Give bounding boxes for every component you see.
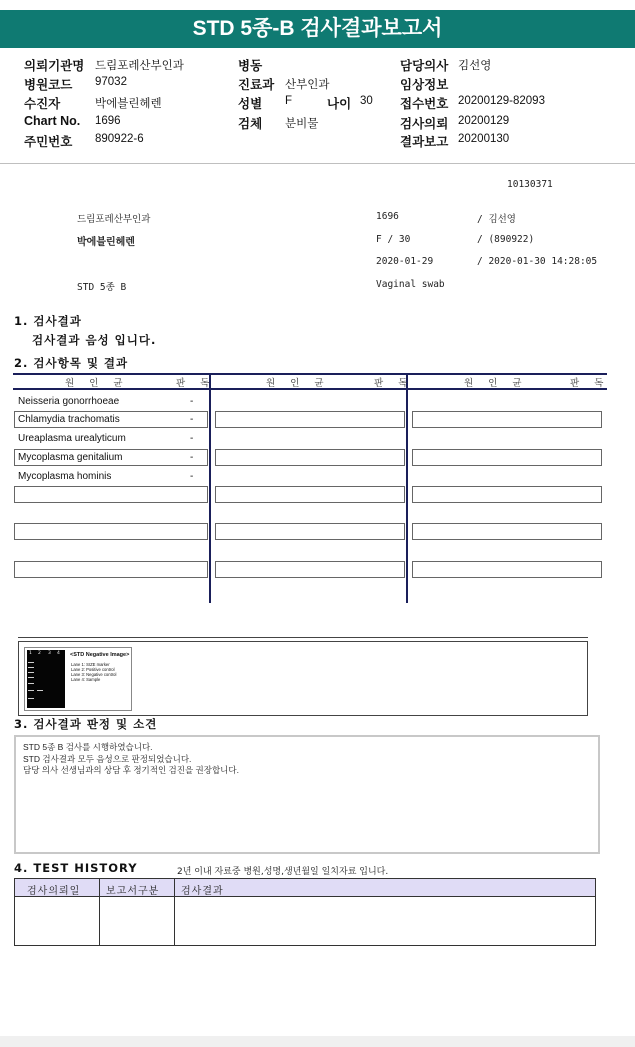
gel-legend-1: Lane 1: SIZE marker bbox=[71, 662, 110, 667]
col-organism-1: 원 인 균 bbox=[65, 378, 129, 389]
header-divider bbox=[0, 163, 635, 164]
result-3: - bbox=[190, 433, 194, 444]
col-organism-2: 원 인 균 bbox=[266, 378, 330, 389]
result-4: - bbox=[190, 452, 194, 463]
organism-4: Mycoplasma genitalium bbox=[18, 452, 123, 463]
gel-band bbox=[28, 690, 34, 691]
section1-title: 1. 검사결과 bbox=[14, 314, 82, 328]
report-date-value: 20200130 bbox=[458, 133, 510, 145]
lane-1-label: 1 bbox=[29, 651, 32, 656]
report-specimen: Vaginal swab bbox=[376, 279, 445, 290]
history-divider-1 bbox=[99, 879, 100, 945]
organism-3: Ureaplasma urealyticum bbox=[18, 433, 126, 444]
history-header bbox=[15, 879, 595, 897]
row-box bbox=[412, 523, 602, 540]
opinion-line-3: 담당 의사 선생님과의 상담 후 정기적인 검진을 권장합니다. bbox=[23, 765, 239, 775]
row-box bbox=[412, 486, 602, 503]
report-id: 10130371 bbox=[507, 179, 553, 190]
age-label: 나이 bbox=[327, 97, 352, 111]
organism-5: Mycoplasma hominis bbox=[18, 471, 112, 482]
report-received-date: 2020-01-29 bbox=[376, 256, 434, 267]
gel-legend-4: Lane 4: Sample bbox=[71, 677, 101, 682]
row-box bbox=[215, 449, 405, 466]
history-col-report-type: 보고서구분 bbox=[106, 886, 160, 897]
institution-value: 드림포레산부인과 bbox=[95, 60, 184, 72]
receipt-value: 20200129-82093 bbox=[458, 95, 545, 107]
age-value: 30 bbox=[360, 95, 373, 107]
doctor-label: 담당의사 bbox=[400, 59, 449, 73]
history-divider-2 bbox=[174, 879, 175, 945]
col-result-1: 판 독 bbox=[176, 378, 216, 389]
result-5: - bbox=[190, 471, 194, 482]
section4-note: 2년 이내 자료중 병원,성명,생년월일 일치자료 입니다. bbox=[177, 867, 389, 877]
table-divider-1 bbox=[209, 373, 211, 603]
doctor-value: 김선영 bbox=[458, 60, 492, 72]
request-label: 검사의뢰 bbox=[400, 117, 449, 131]
row-box bbox=[215, 523, 405, 540]
report-test-name: STD 5종 B bbox=[77, 282, 127, 293]
examinee-value: 박에블린헤렌 bbox=[95, 98, 162, 110]
section1-text: 검사결과 음성 입니다. bbox=[32, 333, 157, 347]
gel-legend-2: Lane 2: Positive control bbox=[71, 667, 115, 672]
gel-legend-title: <STD Negative Image> bbox=[70, 652, 130, 658]
col-result-2: 판 독 bbox=[374, 378, 414, 389]
table-divider-2 bbox=[406, 373, 408, 603]
history-col-request-date: 검사의뢰일 bbox=[27, 886, 81, 897]
gel-band bbox=[28, 667, 34, 668]
report-birth: / (890922) bbox=[477, 234, 535, 245]
row-box bbox=[215, 561, 405, 578]
col-result-3: 판 독 bbox=[570, 378, 610, 389]
row-box bbox=[14, 561, 208, 578]
report-date-label: 결과보고 bbox=[400, 135, 449, 149]
gel-band bbox=[37, 690, 43, 691]
footer-bar bbox=[0, 1036, 635, 1047]
gel-band bbox=[28, 698, 34, 699]
history-table bbox=[14, 878, 596, 946]
opinion-line-1: STD 5종 B 검사를 시행하였습니다. bbox=[23, 742, 153, 752]
gel-legend-3: Lane 3: Negative control bbox=[71, 672, 117, 677]
report-sex-age: F / 30 bbox=[376, 234, 411, 245]
lane-2-label: 2 bbox=[38, 651, 41, 656]
gel-band bbox=[28, 677, 34, 678]
clinical-label: 임상정보 bbox=[400, 78, 449, 92]
row-box bbox=[412, 411, 602, 428]
report-reported-datetime: / 2020-01-30 14:28:05 bbox=[477, 256, 598, 267]
row-box bbox=[14, 523, 208, 540]
row-box bbox=[215, 411, 405, 428]
result-1: - bbox=[190, 396, 194, 407]
row-box bbox=[215, 486, 405, 503]
gel-band bbox=[28, 662, 34, 663]
gel-band bbox=[28, 672, 34, 673]
opinion-box bbox=[14, 735, 600, 854]
sex-value: F bbox=[285, 95, 293, 107]
lane-4-label: 4 bbox=[57, 651, 60, 656]
row-box bbox=[14, 486, 208, 503]
ward-label: 병동 bbox=[238, 59, 263, 73]
institution-label: 의뢰기관명 bbox=[24, 59, 85, 73]
organism-2: Chlamydia trachomatis bbox=[18, 414, 120, 425]
hospital-code-value: 97032 bbox=[95, 76, 127, 88]
row-box bbox=[412, 561, 602, 578]
report-patient: 박에블린헤렌 bbox=[77, 237, 135, 248]
gel-panel bbox=[27, 650, 65, 708]
specimen-value: 분비물 bbox=[285, 118, 319, 130]
section4-title: 4. TEST HISTORY bbox=[14, 861, 138, 875]
dept-label: 진료과 bbox=[238, 78, 275, 92]
receipt-label: 접수번호 bbox=[400, 97, 449, 111]
opinion-line-2: STD 검사결과 모두 음성으로 판정되었습니다. bbox=[23, 753, 192, 764]
chart-value: 1696 bbox=[95, 115, 121, 127]
examinee-label: 수진자 bbox=[24, 97, 61, 111]
row-box bbox=[412, 449, 602, 466]
col-organism-3: 원 인 균 bbox=[464, 378, 528, 389]
gel-frame-top-rule bbox=[18, 637, 588, 638]
section3-title: 3. 검사결과 판정 및 소견 bbox=[14, 717, 158, 731]
chart-label: Chart No. bbox=[24, 114, 81, 128]
ssn-label: 주민번호 bbox=[24, 135, 73, 149]
gel-band bbox=[28, 683, 34, 684]
report-chart: 1696 bbox=[376, 211, 399, 222]
organism-1: Neisseria gonorrhoeae bbox=[18, 396, 120, 407]
section2-title: 2. 검사항목 및 결과 bbox=[14, 356, 129, 370]
report-title: STD 5종-B 검사결과보고서 bbox=[0, 10, 635, 48]
sex-label: 성별 bbox=[238, 97, 263, 111]
specimen-label: 검체 bbox=[238, 117, 263, 131]
gel-image bbox=[24, 647, 132, 711]
report-institution: 드림포레산부인과 bbox=[77, 214, 151, 225]
request-value: 20200129 bbox=[458, 115, 510, 127]
report-doctor: / 김선영 bbox=[477, 214, 516, 225]
result-2: - bbox=[190, 414, 194, 425]
history-col-result: 검사결과 bbox=[181, 886, 224, 897]
hospital-code-label: 병원코드 bbox=[24, 78, 73, 92]
lane-3-label: 3 bbox=[48, 651, 51, 656]
dept-value: 산부인과 bbox=[285, 79, 330, 91]
ssn-value: 890922-6 bbox=[95, 133, 144, 145]
